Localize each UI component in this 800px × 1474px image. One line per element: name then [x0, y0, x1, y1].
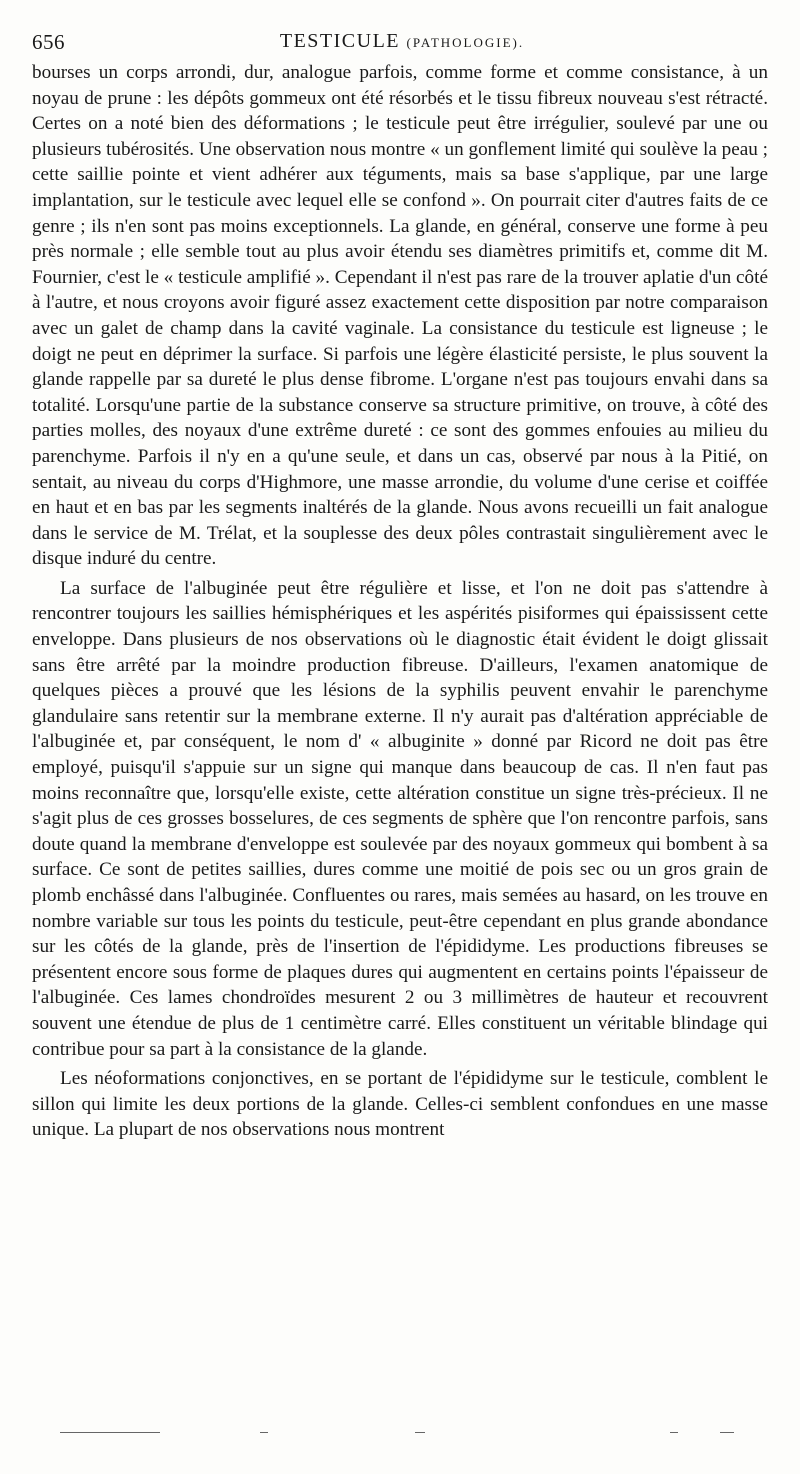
scan-artifact-marks [60, 1432, 740, 1442]
running-head-subtitle: (PATHOLOGIE). [406, 35, 525, 50]
page-number: 656 [32, 30, 65, 54]
body-text [32, 60, 768, 1143]
paragraph-3: Les néoformations conjonctives, en se portant de l'épididyme sur le testicule, comblent le sillon qui limite les deux portions de la glande. Celles-ci semblent confondues en une masse unique. La plupart de nos observations nous montrent [32, 1068, 768, 1141]
paragraph-2: La surface de l'albuginée peut être régulière et lisse, et l'on ne doit pas s'attendre à rencontrer toujours les saillies hémisphériques et les aspérités pisiformes qui épaississent cette enveloppe. Dans plusieurs de nos observations où le diagnostic était évident le doigt glissait sans être arrêté par la moindre production fibreuse. D'ailleurs, l'examen anatomique de quelques pièces a prouvé que les lésions de la syphilis peuvent envahir le parenchyme glandulaire sans retentir sur la membrane externe. Il n'y aurait pas d'altération appréciable de l'albuginée et, par conséquent, le nom d' « albuginite » donné par Ricord ne doit pas être employé, puisqu'il s'appuie sur un signe qui manque dans beaucoup de cas. Il n'en faut pas moins reconnaître que, lorsqu'elle existe, cette altération constitue un signe très-précieux. Il ne s'agit plus de ces grosses bosselures, de ces segments de sphère que l'on rencontre parfois, sans doute quand la membrane d'enveloppe est soulevée par des noyaux gommeux qui bombent à sa surface. Ce sont de petites saillies, dures comme une moitié de pois sec ou un gros grain de plomb enchâssé dans l'albuginée. Confluentes ou rares, mais semées au hasard, on les trouve en nombre variable sur tous les points du testicule, peut-être cependant en plus grande abondance sur les côtés de la glande, près de l'insertion de l'épididyme. Les productions fibreuses se présentent encore sous forme de plaques dures qui augmentent en certains points l'épaisseur de l'albuginée. Ces lames chondroïdes mesurent 2 ou 3 millimètres de hauteur et recouvrent souvent une étendue de plus de 1 centimètre carré. Elles constituent un véritable blindage qui contribue pour sa part à la consistance de la glande. [32, 577, 768, 1060]
paragraph-1: bourses un corps arrondi, dur, analogue parfois, comme forme et comme consistance, à un noyau de prune : les dépôts gommeux ont été résorbés et le tissu fibreux nouveau s'est rétracté. Certes on a noté bien des déformations ; le testicule peut être irrégulier, soulevé par une ou plusieurs tubérosités. Une observation nous montre « un gonflement limité qui soulève la peau ; cette saillie pointe et vient adhérer aux téguments, mais sa base s'applique, par une large implantation, sur le testicule avec lequel elle se confond ». On pourrait citer d'autres faits de ce genre ; ils n'en sont pas moins exceptionnels. La glande, en général, conserve une forme à peu près normale ; elle semble tout au plus avoir étendu ses diamètres primitifs et, comme dit M. Fournier, c'est le « testicule amplifié ». Cependant il n'est pas rare de la trouver aplatie d'un côté à l'autre, et nous croyons avoir figuré assez exactement cette disposition par notre comparaison avec un galet de champ dans la cavité vaginale. La consistance du testicule est ligneuse ; le doigt ne peut en déprimer la surface. Si parfois une légère élasticité persiste, le plus souvent la glande rappelle par sa dureté le plus dense fibrome. L'organe n'est pas toujours envahi dans sa totalité. Lorsqu'une partie de la substance conserve sa structure primitive, on trouve, à côté des parties molles, des noyaux d'une extrême dureté : ce sont des gommes enfouies au milieu du parenchyme. Parfois il n'y en a qu'une seule, et dans un cas, observé par nous à la Pitié, on sentait, au niveau du corps d'Highmore, une masse arrondie, du volume d'une cerise et coiffée en haut et en bas par les segments inaltérés de la glande. Nous avons recueilli un fait analogue dans le service de M. Trélat, et la souplesse des deux pôles contrastait singulièrement avec le disque induré du centre. [32, 62, 768, 570]
page-header [32, 30, 772, 56]
running-head-title: TESTICULE [279, 30, 401, 52]
running-head [32, 30, 772, 53]
